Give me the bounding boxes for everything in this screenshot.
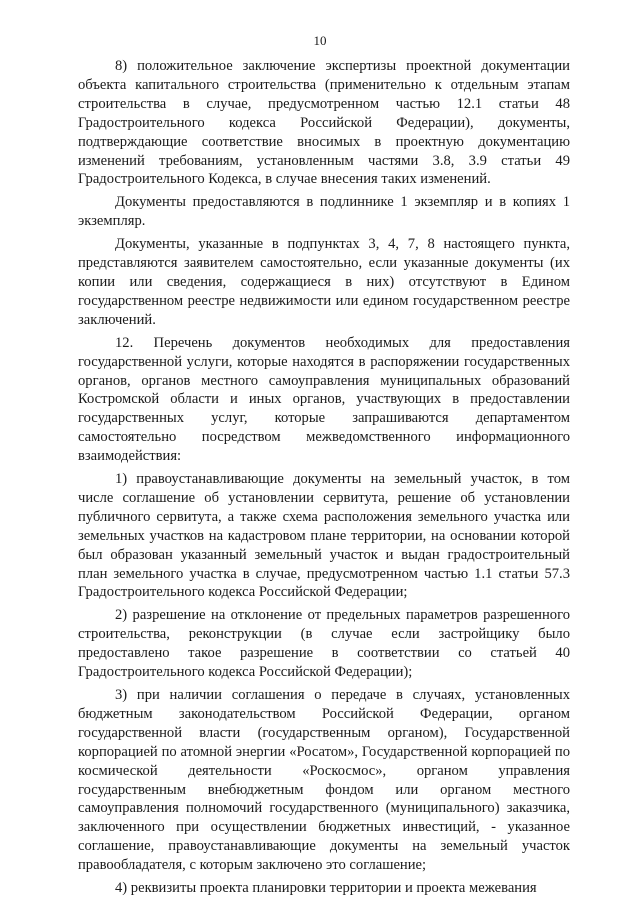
paragraph-subitem-3: 3) при наличии соглашения о передаче в случаях, установленных бюджетным законодательством Российской Федерации, органом государственной власти (государственным органом), Государственной корпорацией по атомной энергии «Росатом», Государственной корпорацией по космической деятельности «Роскосмос», органом управления государственным внебюджетным фондом или органом местного самоуправления полномочий государственного (муниципального) заказчика, заключенного при осуществлении бюджетных инвестиций, - указанное соглашение, правоустанавливающие документы на земельный участок правообладателя, с которым заключено это соглашение;: [78, 687, 570, 874]
page-number: 10: [313, 33, 327, 48]
paragraph-subitem-2: 2) разрешение на отклонение от предельных параметров разрешенного строительства, реконструкции (в случае если застройщику было предоставлено такое разрешение в соответствии со статьей 40 Градостроительного кодекса Российской Федерации);: [78, 607, 570, 681]
paragraph-subitem-1: 1) правоустанавливающие документы на земельный участок, в том числе соглашение об установлении сервитута, решение об установлении публичного сервитута, а также схема расположения земельного участка или земельных участков на кадастровом плане территории, на основании которой был образован указанный земельный участок и выдан градостроительный план земельного участка в случае, предусмотренном частью 1.1 статьи 57.3 Градостроительного кодекса Российской Федерации;: [78, 471, 570, 601]
document-body: [78, 57, 570, 902]
paragraph-self-submission-note: Документы, указанные в подпунктах 3, 4, 7, 8 настоящего пункта, представляются заявителем самостоятельно, если указанные документы (их копии или сведения, содержащиеся в них) отсутствуют в Едином государственном реестре недвижимости или едином государственном реестре заключений.: [78, 236, 570, 328]
paragraph-copies-note: Документы предоставляются в подлиннике 1 экземпляр и в копиях 1 экземпляр.: [78, 194, 570, 230]
paragraph-subitem-4: 4) реквизиты проекта планировки территории и проекта межевания: [115, 880, 537, 897]
paragraph-section-12: 12. Перечень документов необходимых для предоставления государственной услуги, которые находятся в распоряжении государственных органов, органов местного самоуправления муниципальных образований Костромской области и иных органов, участвующих в предоставлении государственных услуг, которые запрашиваются департаментом самостоятельно посредством межведомственного информационного взаимодействия:: [78, 334, 570, 465]
paragraph-item-8: 8) положительное заключение экспертизы проектной документации объекта капитального строительства (применительно к отдельным этапам строительства в случае, предусмотренном частью 12.1 статьи 48 Градостроительного кодекса Российской Федерации), документы, подтверждающие соответствие вносимых в проектную документацию изменений требованиям, установленным частями 3.8, 3.9 статьи 49 Градостроительного Кодекса, в случае внесения таких изменений.: [78, 58, 570, 188]
